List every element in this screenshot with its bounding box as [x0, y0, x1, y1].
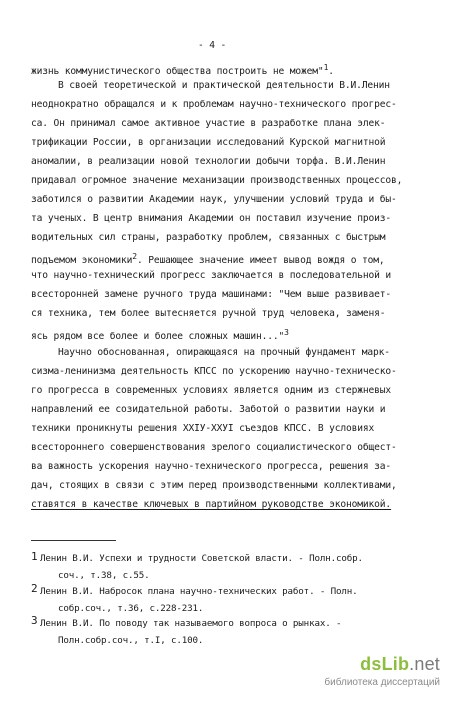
- footnote-line: Полн.собр.соч., т.I, с.100.: [58, 635, 204, 646]
- watermark-logo-main: dsLib: [360, 654, 410, 674]
- body-line: ся техника, тем более вытесняется ручной труд человека, заменя-: [31, 308, 386, 319]
- footnote-ref: 3: [284, 328, 289, 337]
- body-line: что научно-технический прогресс заключается в последовательной и: [31, 270, 392, 281]
- body-line: всестороннего совершенствования зрелого социалистического общест-: [31, 442, 397, 453]
- body-line-text: . Решающее значение имеет вывод вождя о том,: [136, 255, 385, 266]
- body-line: та ученых. В центр внимания Академии он поставил изучение произ-: [31, 213, 392, 224]
- footnote-mark: 3: [31, 614, 38, 627]
- body-line: придавал огромное значение механизации производственных процессов,: [31, 175, 403, 186]
- body-line-text: ясь рядом все более и более сложных машин...": [31, 331, 285, 342]
- body-line-text: жизнь коммунистического общества построить не можем": [31, 66, 324, 77]
- body-line: са. Он принимал самое активное участие в разработке плана элек-: [31, 118, 386, 129]
- footnote-separator: [31, 540, 116, 541]
- body-line: ставятся в качестве ключевых в партийном руководстве экономикой.: [31, 499, 392, 510]
- body-line: [31, 62, 334, 78]
- body-line: дач, стоящих в связи с этим перед производственными коллективами,: [31, 480, 397, 491]
- footnote-ref: 2: [132, 252, 137, 261]
- body-line: всесторонней замене ручного труда машинами: "Чем выше развивает-: [31, 289, 392, 300]
- body-line: водительных сил страны, разработку проблем, связанных с быстрым: [31, 232, 386, 243]
- body-line: заботился о развитии Академии наук, улучшении условий труда и бы-: [31, 194, 397, 205]
- body-line: неоднократно обращался и к проблемам научно-технического прогрес-: [31, 99, 397, 110]
- body-line: Научно обоснованная, опирающаяся на прочный фундамент марк-: [58, 347, 390, 358]
- footnote-line: собр.соч., т.36, с.228-231.: [58, 603, 204, 614]
- watermark-logo-tld: .net: [409, 654, 440, 674]
- body-line-text: подъемом экономики: [31, 255, 133, 266]
- footnote-mark: 1: [31, 550, 38, 563]
- footnote-line: Ленин В.И. По поводу так называемого вопроса о рынках. -: [40, 618, 342, 629]
- body-line: го прогресса в современных условиях является одним из стержневых: [31, 385, 392, 396]
- body-line: В своей теоретической и практической деятельности В.И.Ленин: [58, 80, 390, 91]
- footnote-mark: 2: [31, 582, 38, 595]
- footnote-line: соч., т.38, с.55.: [58, 570, 150, 581]
- body-line: техники проникнуты решения XXIУ-XXУI съездов КПСС. В условиях: [31, 423, 375, 434]
- body-line: трификации России, в организации исследований Курской магнитной: [31, 137, 386, 148]
- page-number: - 4 -: [198, 40, 227, 51]
- footnote-ref: 1: [323, 63, 329, 72]
- body-line: аномалии, в реализации новой технологии добычи торфа. В.И.Ленин: [31, 156, 386, 167]
- footnote-line: Ленин В.И. Успехи и трудности Советской власти. - Полн.собр.: [40, 553, 363, 564]
- body-line: [31, 251, 385, 267]
- footnote-line: Ленин В.И. Набросок плана научно-технических работ. - Полн.: [40, 586, 358, 597]
- body-line: сизма-ленинизма деятельность КПСС по ускорению научно-техническо-: [31, 366, 397, 377]
- body-line: [31, 327, 289, 343]
- watermark-subtitle: библиотека диссертаций: [324, 677, 440, 688]
- body-line: направлений ее созидательной работы. Заботой о развитии науки и: [31, 404, 386, 415]
- body-line: ва важность ускорения научно-технического прогресса, решения за-: [31, 461, 392, 472]
- period: .: [328, 66, 334, 77]
- watermark-logo: [360, 654, 440, 675]
